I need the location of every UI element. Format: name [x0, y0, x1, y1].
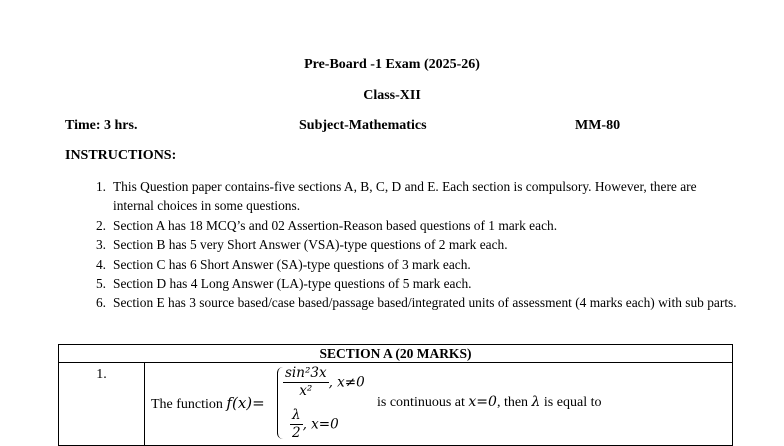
case-2-condition: , x=0	[302, 416, 339, 433]
max-marks-label: MM-80	[575, 118, 621, 133]
suffix-text: is equal to	[540, 395, 602, 410]
section-a-table	[58, 344, 733, 446]
case-2-denominator: 2	[292, 425, 301, 441]
case-2-numerator: λ	[290, 407, 303, 425]
instruction-text: Section C has 6 Short Answer (SA)-type questions of 3 mark each.	[113, 256, 471, 272]
function-notation: f(x)=	[226, 394, 265, 412]
instruction-text: Section E has 3 source based/case based/passage based/integrated units of assessment (4 marks each) with sub parts.	[113, 295, 737, 311]
question-number: 1.	[59, 363, 145, 446]
case-1-condition: , x≠0	[328, 374, 365, 391]
instruction-text: Section B has 5 very Short Answer (VSA)-type questions of 2 mark each.	[113, 237, 508, 253]
instruction-item	[88, 293, 738, 312]
instruction-text: This Question paper contains-five sections A, B, C, D and E. Each section is compulsory. However, there are internal choices in some questions.	[113, 179, 697, 214]
instruction-item	[88, 255, 738, 274]
question-text	[145, 363, 733, 446]
instructions-heading: INSTRUCTIONS:	[65, 148, 177, 163]
case-2	[290, 407, 339, 442]
instruction-item	[88, 177, 738, 216]
question-row	[59, 363, 733, 446]
instruction-text: Section D has 4 Long Answer (LA)-type questions of 5 mark each.	[113, 276, 472, 292]
instruction-text: Section A has 18 MCQ’s and 02 Assertion-Reason based questions of 1 mark each.	[113, 217, 558, 233]
instruction-number: 6.	[95, 295, 106, 311]
section-a-heading: SECTION A (20 MARKS)	[59, 345, 733, 363]
instruction-item	[88, 274, 738, 293]
x-equals-zero: x=0	[468, 394, 497, 410]
instruction-number: 3.	[95, 237, 106, 253]
exam-title: Pre-Board -1 Exam (2025-26)	[304, 57, 480, 72]
suffix-text: , then	[496, 395, 532, 410]
question-prefix: The function	[151, 397, 227, 412]
instruction-item	[88, 216, 738, 235]
instructions-list	[88, 177, 738, 313]
case-1-denominator: x²	[299, 383, 313, 399]
instruction-number: 1.	[95, 179, 106, 194]
instruction-item	[88, 235, 738, 254]
question-suffix	[377, 394, 601, 411]
suffix-text: is continuous at	[377, 395, 469, 410]
time-label: Time: 3 hrs.	[65, 118, 138, 133]
lambda-symbol: λ	[531, 394, 541, 410]
instruction-number: 5.	[95, 276, 106, 292]
case-1-numerator: sin²3x	[285, 365, 327, 381]
class-label: Class-XII	[363, 88, 421, 103]
instruction-number: 2.	[95, 217, 106, 233]
instruction-number: 4.	[95, 256, 106, 272]
case-1	[283, 365, 365, 400]
subject-label: Subject-Mathematics	[299, 118, 427, 133]
